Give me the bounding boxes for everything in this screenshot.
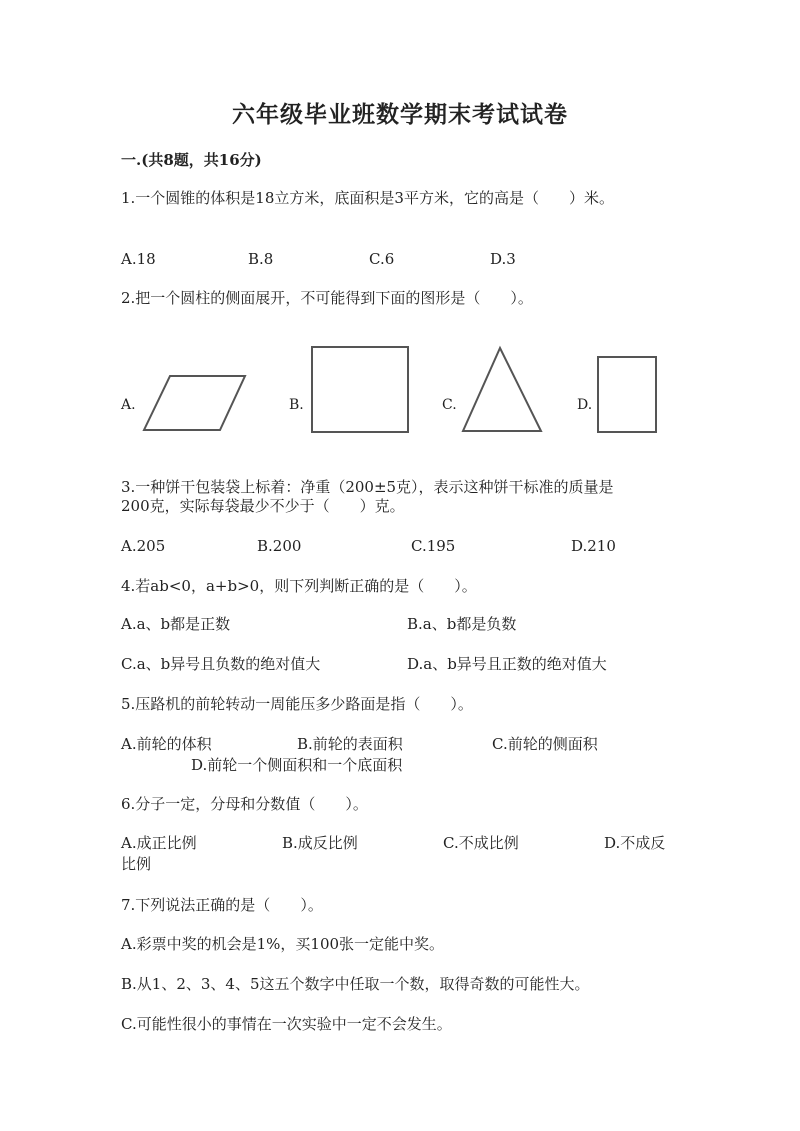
q5-option-a: A.前轮的体积 <box>121 735 212 753</box>
q5-option-c: C.前轮的侧面积 <box>492 735 598 753</box>
q3-option-d: D.210 <box>571 537 616 555</box>
q2-label-b: B. <box>289 397 304 413</box>
question-2: 2.把一个圆柱的侧面展开，不可能得到下面的图形是（ ）。 <box>121 289 533 307</box>
q2-label-a: A. <box>121 397 136 413</box>
q6-option-b: B.成反比例 <box>282 834 358 852</box>
q1-option-a: A.18 <box>121 250 156 268</box>
q6-option-a: A.成正比例 <box>121 834 197 852</box>
q4-option-b: B.a、b都是负数 <box>407 615 517 633</box>
q1-option-b: B.8 <box>248 250 274 268</box>
question-5: 5.压路机的前轮转动一周能压多少路面是指（ ）。 <box>121 695 473 713</box>
page-title: 六年级毕业班数学期末考试试卷 <box>232 101 568 128</box>
q1-option-c: C.6 <box>369 250 395 268</box>
q7-option-b: B.从1、2、3、4、5这五个数字中任取一个数，取得奇数的可能性大。 <box>121 975 590 993</box>
question-3-line-2: 200克，实际每袋最少不少于（ ）克。 <box>121 497 405 515</box>
q4-option-d: D.a、b异号且正数的绝对值大 <box>407 655 607 673</box>
q2-label-d: D. <box>577 397 593 413</box>
q7-option-a: A.彩票中奖的机会是1%，买100张一定能中奖。 <box>121 935 445 953</box>
q6-option-c: C.不成比例 <box>443 834 519 852</box>
q6-option-d: D.不成反 <box>604 834 666 852</box>
square-figure <box>310 345 410 435</box>
q5-option-b: B.前轮的表面积 <box>297 735 403 753</box>
q3-option-a: A.205 <box>121 537 166 555</box>
q2-label-c: C. <box>442 397 457 413</box>
q3-option-c: C.195 <box>411 537 456 555</box>
section-heading: 一.(共8题，共16分) <box>121 151 262 169</box>
question-6: 6.分子一定，分母和分数值（ ）。 <box>121 795 368 813</box>
question-7: 7.下列说法正确的是（ ）。 <box>121 896 323 914</box>
q4-option-a: A.a、b都是正数 <box>121 615 231 633</box>
triangle-figure <box>460 345 544 435</box>
question-1: 1.一个圆锥的体积是18立方米，底面积是3平方米，它的高是（ ）米。 <box>121 189 614 207</box>
q6-option-d-wrap: 比例 <box>121 855 152 873</box>
q3-option-b: B.200 <box>257 537 302 555</box>
q5-option-d: D.前轮一个侧面积和一个底面积 <box>191 756 403 774</box>
rectangle-figure <box>596 355 658 435</box>
q7-option-c: C.可能性很小的事情在一次实验中一定不会发生。 <box>121 1015 452 1033</box>
parallelogram-figure <box>140 372 250 434</box>
question-3-line-1: 3.一种饼干包装袋上标着：净重（200±5克），表示这种饼干标准的质量是 <box>121 478 614 496</box>
q4-option-c: C.a、b异号且负数的绝对值大 <box>121 655 321 673</box>
question-4: 4.若ab<0，a+b>0，则下列判断正确的是（ ）。 <box>121 577 477 595</box>
q1-option-d: D.3 <box>490 250 516 268</box>
